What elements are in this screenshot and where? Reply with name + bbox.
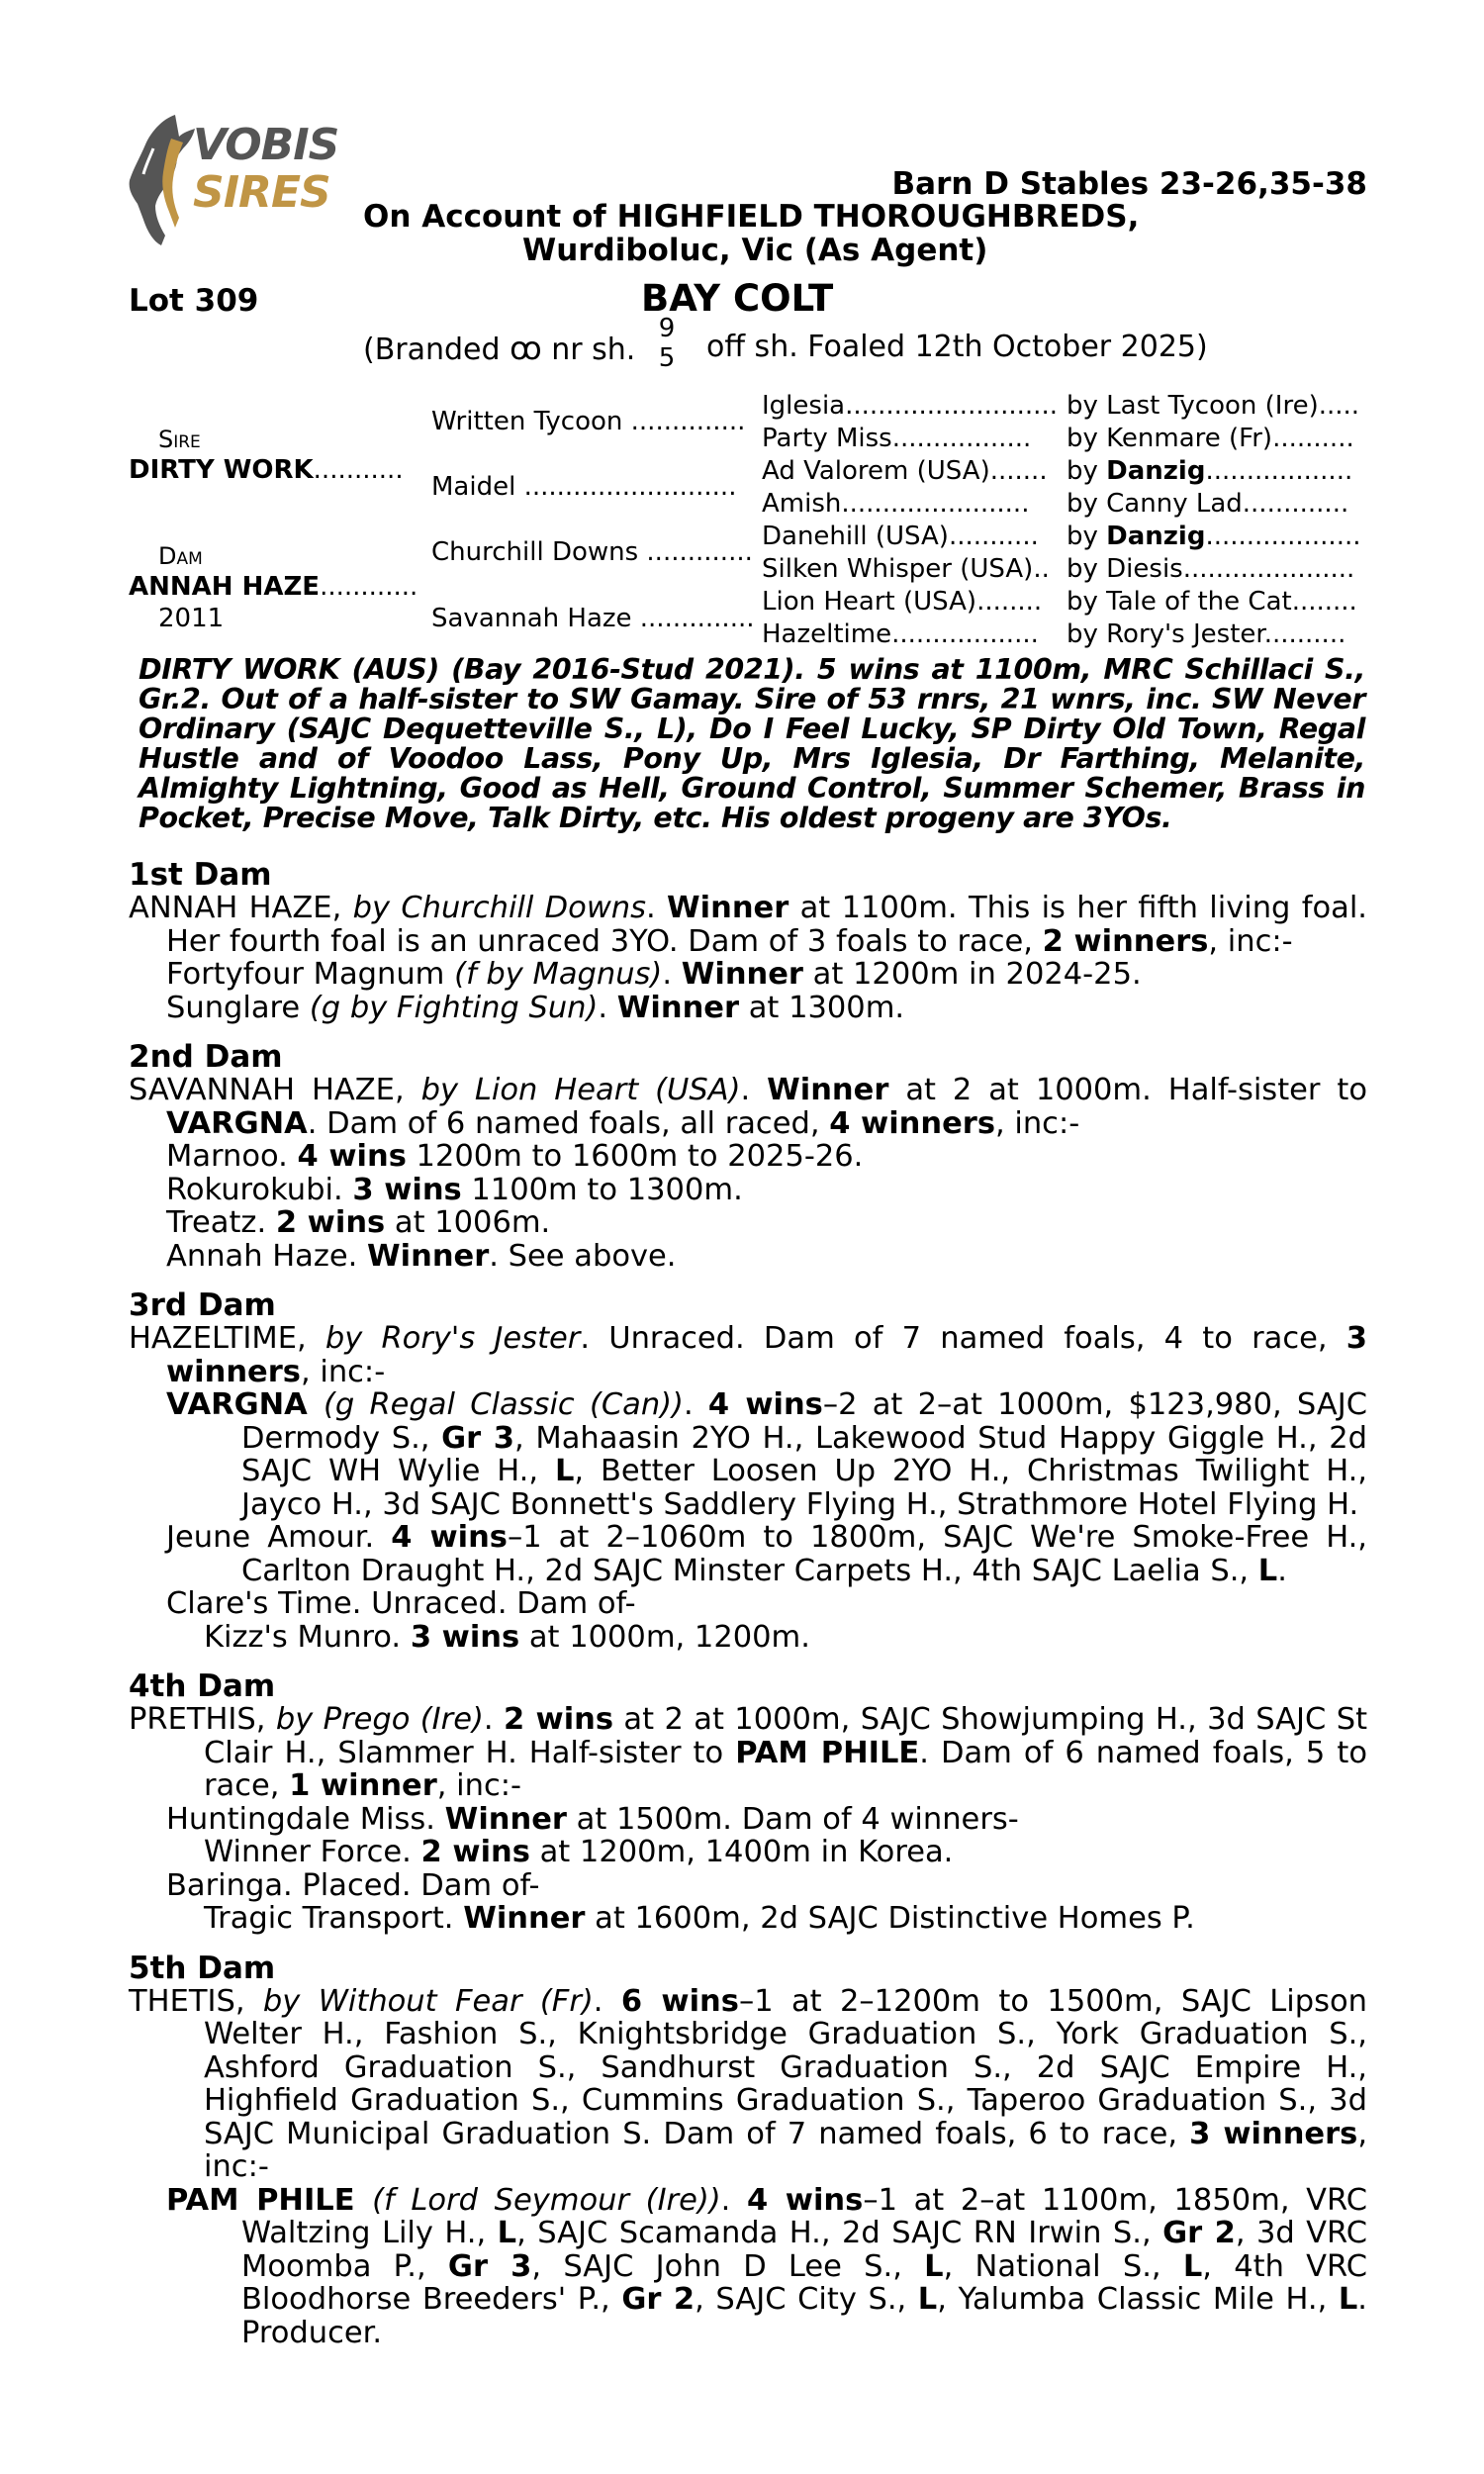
race-grade: Gr 2: [621, 2282, 696, 2317]
ped-g3-1-name: Iglesia: [762, 391, 846, 421]
brand-frac-bottom: 5: [658, 343, 676, 373]
foal-text: at 1200m, 1400m in Korea.: [529, 1835, 954, 1869]
foal-sep: .: [720, 2182, 748, 2218]
first-dam-foal-1: [129, 958, 1367, 992]
ped-g3-5: [762, 522, 1039, 551]
ped-g3-8-by-dots: ..........: [1263, 619, 1346, 649]
ped-g3-1-by-dots: .....: [1318, 391, 1360, 421]
ped-g3-4-by: [1067, 489, 1348, 519]
dam-name: [129, 572, 417, 602]
foal-text: at 1600m, 2d SAJC Distinctive Homes P.: [585, 1901, 1195, 1936]
fifth-dam-wins: 6 wins: [620, 1983, 739, 2019]
third-dam-by: by Rory's Jester: [325, 1321, 581, 1356]
foal-text: –2 at 2–at 1000m, $123,980, SAJC Dermody S.,: [241, 1387, 1368, 1456]
fourth-dam-foal-baringa: Baringa. Placed. Dam of-: [166, 1867, 540, 1903]
dam-name-text: ANNAH HAZE: [129, 572, 321, 602]
brand-fraction: [656, 314, 678, 373]
ped-g3-6-by-pre: by Diesis: [1067, 554, 1183, 584]
foal-name: VARGNA: [166, 1387, 324, 1422]
ped-g3-3-by: [1067, 456, 1352, 486]
foal-text: –1 at 2–at 1100m, 1850m, VRC Waltzing Lily H.,: [241, 2182, 1368, 2250]
first-dam-para: [129, 892, 1367, 958]
first-dam-name: ANNAH HAZE,: [129, 891, 353, 925]
foal-name: Marnoo.: [166, 1139, 298, 1174]
ped-g2-1-name: Written Tycoon: [431, 407, 623, 436]
second-dam-name: SAVANNAH HAZE,: [129, 1073, 421, 1107]
first-dam-by: by Churchill Downs: [352, 891, 646, 925]
foal-result: 2 wins: [275, 1205, 386, 1240]
dam-dots: ............: [320, 572, 418, 602]
foal-text: , National S.,: [943, 2248, 1183, 2284]
fourth-dam-text1: at 2 at 1000m, SAJC Showjumping H., 3d SAJC St Clair H., Slammer H. Half-sister to: [204, 1702, 1368, 1770]
foal-name: Huntingdale Miss.: [166, 1801, 445, 1837]
first-dam-winner: Winner: [667, 891, 789, 925]
ped-g3-8-name: Hazeltime: [762, 619, 892, 649]
third-dam-section: [129, 1289, 1367, 1654]
horse-head-icon: [124, 109, 203, 247]
race-grade: L: [1257, 1553, 1278, 1588]
foal-text: , Better Loosen Up 2YO H., Christmas Twilight H., Jayco H., 3d SAJC Bonnett's Saddlery Flying H., Strathmore Hotel Flying H.: [241, 1454, 1367, 1522]
foal-result: 2 wins: [420, 1835, 530, 1869]
first-dam-text3: , inc:-: [1208, 923, 1293, 959]
ped-g3-2-by-dots: ..........: [1272, 424, 1354, 453]
foal-by: (f Lord Seymour (Ire)): [372, 2182, 721, 2218]
ped-g2-1: [431, 407, 745, 436]
foal-text: , SAJC John D Lee S.,: [531, 2248, 925, 2284]
brand-line: [363, 330, 635, 367]
foal-name: Winner Force.: [204, 1835, 421, 1869]
ped-g3-7: [762, 587, 1042, 617]
sire-dots: ...........: [313, 455, 404, 485]
ped-g2-4-dots: ..............: [639, 604, 755, 633]
second-dam-text2: . Dam of 6 named foals, all raced,: [307, 1105, 830, 1141]
ped-g3-4-name: Amish: [762, 489, 842, 519]
foal-result: Winner: [681, 957, 803, 992]
sire-summary: DIRTY WORK (AUS) (Bay 2016-Stud 2021). 5 wins at 1100m, MRC Schillaci S., Gr.2. Out of a half-sister to SW Gamay. Sire of 53 rnrs, 21 wnrs, inc. SW Never Ordinary (SAJC Dequetteville S., L), Do I Feel Lucky, SP Dirty Old Town, Regal Hustle and of Voodoo Lass, Pony Up, Mrs Iglesia, Dr Farthing, Melanite, Almighty Lightning, Good as Hell, Ground Control, Summer Schemer, Brass in Pocket, Precise Move, Talk Dirty, etc. His oldest progeny are 3YOs.: [139, 653, 1365, 834]
fifth-dam-text2: , inc:-: [204, 2116, 1368, 2184]
foal-text: at 1000m, 1200m.: [519, 1619, 810, 1655]
race-grade: L: [1182, 2248, 1203, 2284]
second-dam-half-sister: VARGNA: [166, 1105, 308, 1141]
vendor-line1: On Account of HIGHFIELD THOROUGHBREDS,: [363, 199, 1140, 235]
ped-g3-2: [762, 424, 1031, 453]
foal-name: Sunglare: [166, 990, 310, 1025]
ped-g3-5-by: [1067, 522, 1360, 551]
third-dam-foal-vargna: [129, 1388, 1367, 1521]
first-dam-heading: 1st Dam: [129, 857, 272, 893]
first-dam-winners: 2 winners: [1042, 923, 1209, 959]
foal-text: at 1500m. Dam of 4 winners-: [566, 1801, 1019, 1837]
third-dam-text2: , inc:-: [300, 1354, 386, 1389]
second-dam-winner: Winner: [767, 1073, 889, 1107]
fourth-dam-name: PRETHIS,: [129, 1702, 276, 1737]
second-dam-foal-1: [129, 1140, 1367, 1174]
foal-result: 4 wins: [297, 1139, 407, 1174]
fourth-dam-grandfoal-winner-force: [129, 1836, 1367, 1869]
foal-text: . See above.: [489, 1238, 677, 1274]
ped-g3-6: [762, 554, 1050, 584]
third-dam-heading: 3rd Dam: [129, 1287, 276, 1323]
fifth-dam-name: THETIS,: [129, 1983, 263, 2019]
foal-text: , 4th VRC Bloodhorse Breeders' P.,: [241, 2248, 1367, 2317]
third-dam-para: [129, 1322, 1367, 1388]
ped-g3-4: [762, 489, 1029, 519]
fourth-dam-text2: . Dam of 6 named foals, 5 to race,: [204, 1735, 1367, 1803]
ped-g3-8-by: [1067, 619, 1345, 649]
ped-g2-3-dots: .............: [646, 537, 753, 567]
foal-sep: .: [662, 957, 682, 992]
sire-name-text: DIRTY WORK: [129, 455, 314, 485]
foal-result: Winner: [444, 1801, 567, 1837]
sire-label: [158, 426, 201, 453]
foal-name: Tragic Transport.: [204, 1901, 464, 1936]
ped-g2-2-name: Maidel: [431, 472, 516, 502]
ped-g2-2: [431, 472, 736, 502]
vendor-line2: Wurdiboluc, Vic (As Agent): [522, 233, 988, 268]
brand-symbol: ꝏ: [510, 330, 542, 367]
fifth-dam-heading: 5th Dam: [129, 1950, 276, 1986]
third-dam-foal-clares-time: Clare's Time. Unraced. Dam of-: [166, 1586, 636, 1621]
ped-g3-1: [762, 391, 1058, 421]
race-grade: L: [1338, 2282, 1358, 2317]
foal-result: 4 wins: [747, 2182, 864, 2218]
dam-label: [158, 542, 203, 570]
fourth-dam-winners: 1 winner: [289, 1768, 437, 1803]
second-dam-foal-2: [129, 1174, 1367, 1207]
ped-g3-1-dots: ..........................: [845, 391, 1058, 421]
race-grade: L: [497, 2216, 517, 2250]
foal-name: Kizz's Munro.: [204, 1619, 411, 1655]
ped-g3-5-by-pre: by: [1067, 522, 1107, 551]
ped-g3-2-name: Party Miss: [762, 424, 892, 453]
ped-g3-7-name: Lion Heart (USA): [762, 587, 977, 617]
fifth-dam-section: [129, 1952, 1367, 2350]
third-dam-grandfoal-kizzs-munro: [129, 1621, 1367, 1655]
ped-g3-7-by-pre: by Tale of the Cat: [1067, 587, 1292, 617]
foal-text: , 3d VRC Moomba P.,: [241, 2216, 1367, 2284]
race-grade: L: [924, 2248, 944, 2284]
ped-g2-3-name: Churchill Downs: [431, 537, 639, 567]
foal-text: , Yalumba Classic Mile H.,: [937, 2282, 1339, 2317]
first-dam-foal-2: [129, 992, 1367, 1025]
foal-name: Treatz.: [166, 1205, 276, 1240]
foal-name: Fortyfour Magnum: [166, 957, 455, 992]
foal-sep: .: [598, 990, 617, 1025]
foal-result: Winner: [616, 990, 740, 1025]
catalogue-body: [129, 859, 1367, 2366]
ped-g3-4-by-dots: .............: [1242, 489, 1349, 519]
ped-g3-6-name: Silken Whisper (USA): [762, 554, 1034, 584]
foal-result: Winner: [463, 1901, 586, 1936]
race-grade: L: [554, 1454, 575, 1488]
foal-result: 3 wins: [410, 1619, 520, 1655]
brand-frac-top: 9: [658, 314, 676, 343]
barn-location: Barn D Stables 23-26,35-38: [891, 166, 1367, 202]
ped-g2-3: [431, 537, 753, 567]
foal-text: , SAJC City S.,: [695, 2282, 918, 2317]
foal-name: PAM PHILE: [166, 2182, 373, 2218]
fifth-dam-text1: –1 at 2–1200m to 1500m, SAJC Lipson Welter H., Fashion S., Knightsbridge Graduation S., York Graduation S., Ashford Graduation S., Sandhurst Graduation S., 2d SAJC Empire H., Highfield Graduation S., Cummins Graduation S., Taperoo Graduation S., 3d SAJC Municipal Graduation S. Dam of 7 named foals, 6 to race,: [204, 1983, 1368, 2151]
foal-result: Winner: [367, 1238, 490, 1274]
brand-pre: (Branded: [363, 333, 501, 367]
lot-number: Lot 309: [129, 283, 259, 319]
fourth-dam-foal-huntingdale-miss: [129, 1803, 1367, 1837]
ped-g3-5-by-bold: Danzig: [1106, 522, 1206, 551]
ped-g3-6-dots: ..: [1033, 554, 1050, 584]
foal-text: at 1006m.: [385, 1205, 551, 1240]
foal-text: , Mahaasin 2YO H., Lakewood Stud Happy Giggle H., 2d SAJC WH Wylie H.,: [241, 1420, 1367, 1488]
second-dam-text1: at 2 at 1000m. Half-sister to: [888, 1073, 1368, 1107]
third-dam-winners: 3 winners: [166, 1321, 1368, 1389]
sire-label-text: Sire: [158, 426, 201, 453]
first-dam-text2: Her fourth foal is an unraced 3YO. Dam of 3 foals to race,: [166, 923, 1043, 959]
ped-g3-2-dots: .................: [891, 424, 1032, 453]
ped-g3-8-dots: ..................: [891, 619, 1039, 649]
race-grade: Gr 3: [441, 1420, 515, 1456]
fourth-dam-by: by Prego (Ire): [275, 1702, 484, 1737]
second-dam-winners: 4 winners: [829, 1105, 995, 1141]
fourth-dam-heading: 4th Dam: [129, 1668, 276, 1704]
brand-post: off sh. Foaled 12th October 2025): [706, 330, 1208, 364]
third-dam-text1: . Unraced. Dam of 7 named foals, 4 to race,: [580, 1321, 1346, 1356]
ped-g3-3-by-pre: by: [1067, 456, 1107, 486]
second-dam-text3: , inc:-: [994, 1105, 1080, 1141]
fifth-dam-by: by Without Fear (Fr): [262, 1983, 594, 2019]
first-dam-section: [129, 859, 1367, 1024]
ped-g3-5-by-dots: ...................: [1205, 522, 1361, 551]
second-dam-foal-3: [129, 1206, 1367, 1240]
logo-line2: SIRES: [193, 167, 330, 218]
dam-year: 2011: [158, 604, 225, 633]
foal-text: 1100m to 1300m.: [461, 1172, 743, 1207]
ped-g3-8-by-pre: by Rory's Jester: [1067, 619, 1264, 649]
ped-g3-2-by: [1067, 424, 1354, 453]
second-dam-heading: 2nd Dam: [129, 1039, 283, 1075]
ped-g3-6-by-dots: .....................: [1182, 554, 1355, 584]
ped-g3-3-by-dots: ..................: [1205, 456, 1353, 486]
foal-result: 4 wins: [707, 1387, 823, 1422]
second-dam-sep: .: [740, 1073, 768, 1107]
foal-name: Jeune Amour.: [166, 1520, 392, 1555]
sire-name: [129, 455, 404, 485]
ped-g3-7-by: [1067, 587, 1357, 617]
fourth-dam-wins: 2 wins: [503, 1702, 614, 1737]
foal-text: 1200m to 1600m to 2025-26.: [406, 1139, 864, 1174]
fifth-dam-sep: .: [593, 1983, 621, 2019]
ped-g3-7-dots: ........: [976, 587, 1043, 617]
foal-name: Rokurokubi.: [166, 1172, 353, 1207]
logo-line1: VOBIS: [193, 120, 339, 170]
first-dam-text1: at 1100m. This is her fifth living foal.: [788, 891, 1367, 925]
foal-name: Annah Haze.: [166, 1238, 368, 1274]
second-dam-foal-4: [129, 1240, 1367, 1274]
ped-g3-7-by-dots: ........: [1291, 587, 1357, 617]
ped-g3-3-dots: .......: [989, 456, 1048, 486]
race-grade: Gr 2: [1162, 2216, 1236, 2250]
ped-g2-4-name: Savannah Haze: [431, 604, 632, 633]
foal-result: 3 wins: [352, 1172, 462, 1207]
second-dam-section: [129, 1041, 1367, 1273]
fourth-dam-sep: .: [483, 1702, 504, 1737]
race-grade: L: [917, 2282, 938, 2317]
brand-mid: nr sh.: [551, 333, 636, 367]
foal-by: (g Regal Classic (Can)): [323, 1387, 684, 1422]
fourth-dam-section: [129, 1670, 1367, 1936]
foal-text: –1 at 2–1060m to 1800m, SAJC We're Smoke-Free H., Carlton Draught H., 2d SAJC Minster Carpets H., 4th SAJC Laelia S.,: [241, 1520, 1368, 1588]
ped-g3-8: [762, 619, 1039, 649]
foal-by: (g by Fighting Sun): [309, 990, 599, 1025]
fourth-dam-para: [129, 1703, 1367, 1803]
second-dam-para: [129, 1074, 1367, 1140]
ped-g2-1-dots: ..............: [630, 407, 746, 436]
lot-title: BAY COLT: [641, 277, 834, 320]
fifth-dam-para: [129, 1985, 1367, 2184]
foal-text: , SAJC Scamanda H., 2d SAJC RN Irwin S.,: [516, 2216, 1163, 2250]
ped-g3-4-dots: .......................: [841, 489, 1030, 519]
fourth-dam-grandfoal-tragic-transport: [129, 1902, 1367, 1936]
third-dam-foal-jeune-amour: [129, 1521, 1367, 1587]
foal-text: at 1300m.: [739, 990, 905, 1025]
foal-result: 4 wins: [391, 1520, 508, 1555]
ped-g3-3: [762, 456, 1048, 486]
vobis-sires-logo: [124, 109, 339, 247]
foal-by: (f by Magnus): [454, 957, 663, 992]
fifth-dam-winners: 3 winners: [1189, 2116, 1358, 2151]
ped-g3-3-by-bold: Danzig: [1106, 456, 1206, 486]
foal-text: at 1200m in 2024-25.: [802, 957, 1142, 992]
ped-g3-5-name: Danehill (USA): [762, 522, 949, 551]
ped-g2-2-dots: ..........................: [523, 472, 737, 502]
third-dam-name: HAZELTIME,: [129, 1321, 325, 1356]
ped-g3-1-by-pre: by Last Tycoon (Ire): [1067, 391, 1319, 421]
ped-g3-4-by-pre: by Canny Lad: [1067, 489, 1243, 519]
foal-text: .: [1277, 1553, 1287, 1588]
second-dam-by: by Lion Heart (USA): [420, 1073, 741, 1107]
fifth-dam-foal-pam-phile: [129, 2184, 1367, 2350]
ped-g3-6-by: [1067, 554, 1354, 584]
dam-label-text: Dam: [158, 542, 203, 570]
foal-text: . Producer.: [241, 2282, 1367, 2350]
ped-g3-5-dots: ...........: [948, 522, 1039, 551]
foal-sep: .: [683, 1387, 708, 1422]
ped-g3-1-by: [1067, 391, 1359, 421]
ped-g2-4: [431, 604, 755, 633]
fourth-dam-half-sister: PAM PHILE: [735, 1735, 920, 1770]
race-grade: Gr 3: [447, 2248, 532, 2284]
fourth-dam-text3: , inc:-: [436, 1768, 522, 1803]
ped-g3-2-by-pre: by Kenmare (Fr): [1067, 424, 1273, 453]
ped-g3-3-name: Ad Valorem (USA): [762, 456, 990, 486]
first-dam-sep: .: [646, 891, 668, 925]
